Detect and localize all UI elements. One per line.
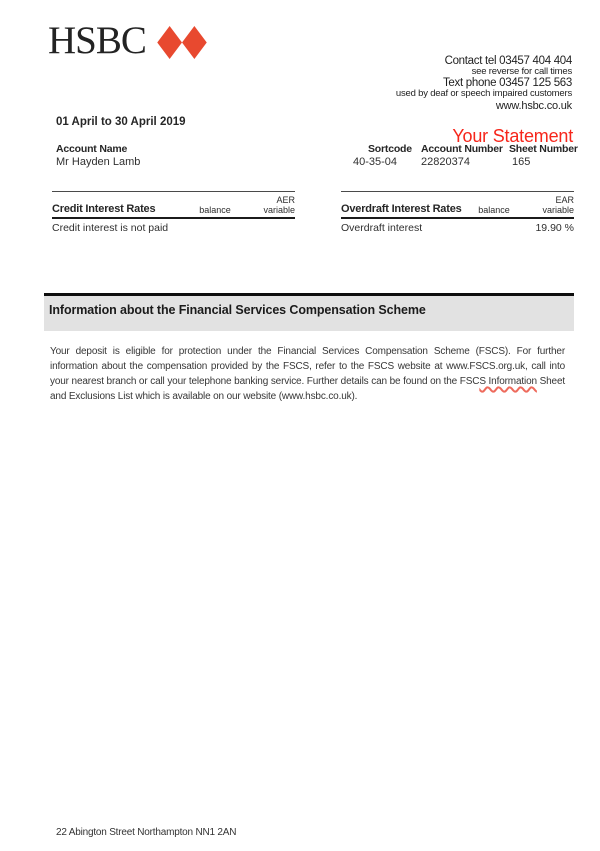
sheet-number-label: Sheet Number	[509, 143, 578, 155]
credit-rates-rate-unit: AER	[276, 195, 295, 205]
fscs-section-header	[44, 293, 574, 331]
contact-text-phone: Text phone 03457 125 563	[442, 77, 572, 89]
hsbc-hexagon-icon	[157, 26, 207, 59]
table-row	[341, 219, 574, 234]
account-number-label: Account Number	[421, 143, 503, 155]
hsbc-wordmark: HSBC	[48, 19, 146, 62]
overdraft-rates-balance-header: balance	[478, 205, 510, 215]
overdraft-rates-header	[341, 191, 574, 219]
credit-interest-rates-table	[52, 191, 295, 234]
credit-rate-row-balance	[185, 222, 245, 234]
overdraft-rates-title: Overdraft Interest Rates	[341, 203, 462, 215]
credit-rates-header	[52, 191, 295, 219]
table-row	[52, 219, 295, 234]
overdraft-rate-row-rate: 19.90 %	[535, 222, 574, 234]
credit-rates-rate-header	[245, 196, 295, 215]
account-name-value: Mr Hayden Lamb	[56, 156, 141, 168]
overdraft-rates-rate-variable: variable	[542, 204, 574, 215]
overdraft-rate-row-label: Overdraft interest	[341, 222, 423, 234]
contact-call-times-note: see reverse for call times	[471, 66, 572, 77]
fscs-body-paragraph	[50, 344, 565, 404]
credit-rates-title: Credit Interest Rates	[52, 203, 156, 215]
contact-website: www.hsbc.co.uk	[495, 100, 572, 112]
sheet-number-value: 165	[512, 156, 531, 168]
fscs-heading: Information about the Financial Services Compensation Scheme	[49, 303, 426, 317]
fscs-body-marked-text: S Information	[479, 376, 537, 387]
contact-block	[396, 55, 572, 112]
statement-period: 01 April to 30 April 2019	[56, 116, 186, 128]
statement-title: Your Statement	[452, 126, 573, 146]
overdraft-interest-rates-table	[341, 191, 574, 234]
sortcode-value: 40-35-04	[353, 156, 398, 168]
hsbc-logo	[48, 19, 207, 62]
overdraft-rates-rate-header	[524, 196, 574, 215]
fscs-body-text-1: Your deposit is eligible for protection under the Financial Services Compensation Scheme (FSCS). For further information about the compensation provided by the FSCS, refer to the FSCS website at www.FSCS.org.uk, call into your nearest branch or call your telephone banking service. Further details can be found on the FSC	[50, 346, 565, 387]
branch-address: 22 Abington Street Northampton NN1 2AN	[56, 827, 237, 838]
sortcode-label: Sortcode	[368, 143, 412, 155]
overdraft-rates-rate-unit: EAR	[555, 195, 574, 205]
contact-tel: Contact tel 03457 404 404	[444, 55, 572, 67]
credit-rates-rate-variable: variable	[263, 204, 295, 215]
account-name-label: Account Name	[56, 143, 128, 155]
contact-text-phone-note: used by deaf or speech impaired customers	[395, 88, 572, 99]
credit-rates-balance-header: balance	[199, 205, 231, 215]
overdraft-rate-row-balance	[464, 222, 524, 234]
account-number-value: 22820374	[421, 156, 470, 168]
fscs-body-text-2: Sheet and Exclusions List which is available on our website (www.hsbc.co.uk).	[50, 376, 565, 402]
credit-rate-row-rate	[245, 222, 295, 234]
credit-rate-row-label: Credit interest is not paid	[52, 222, 169, 234]
